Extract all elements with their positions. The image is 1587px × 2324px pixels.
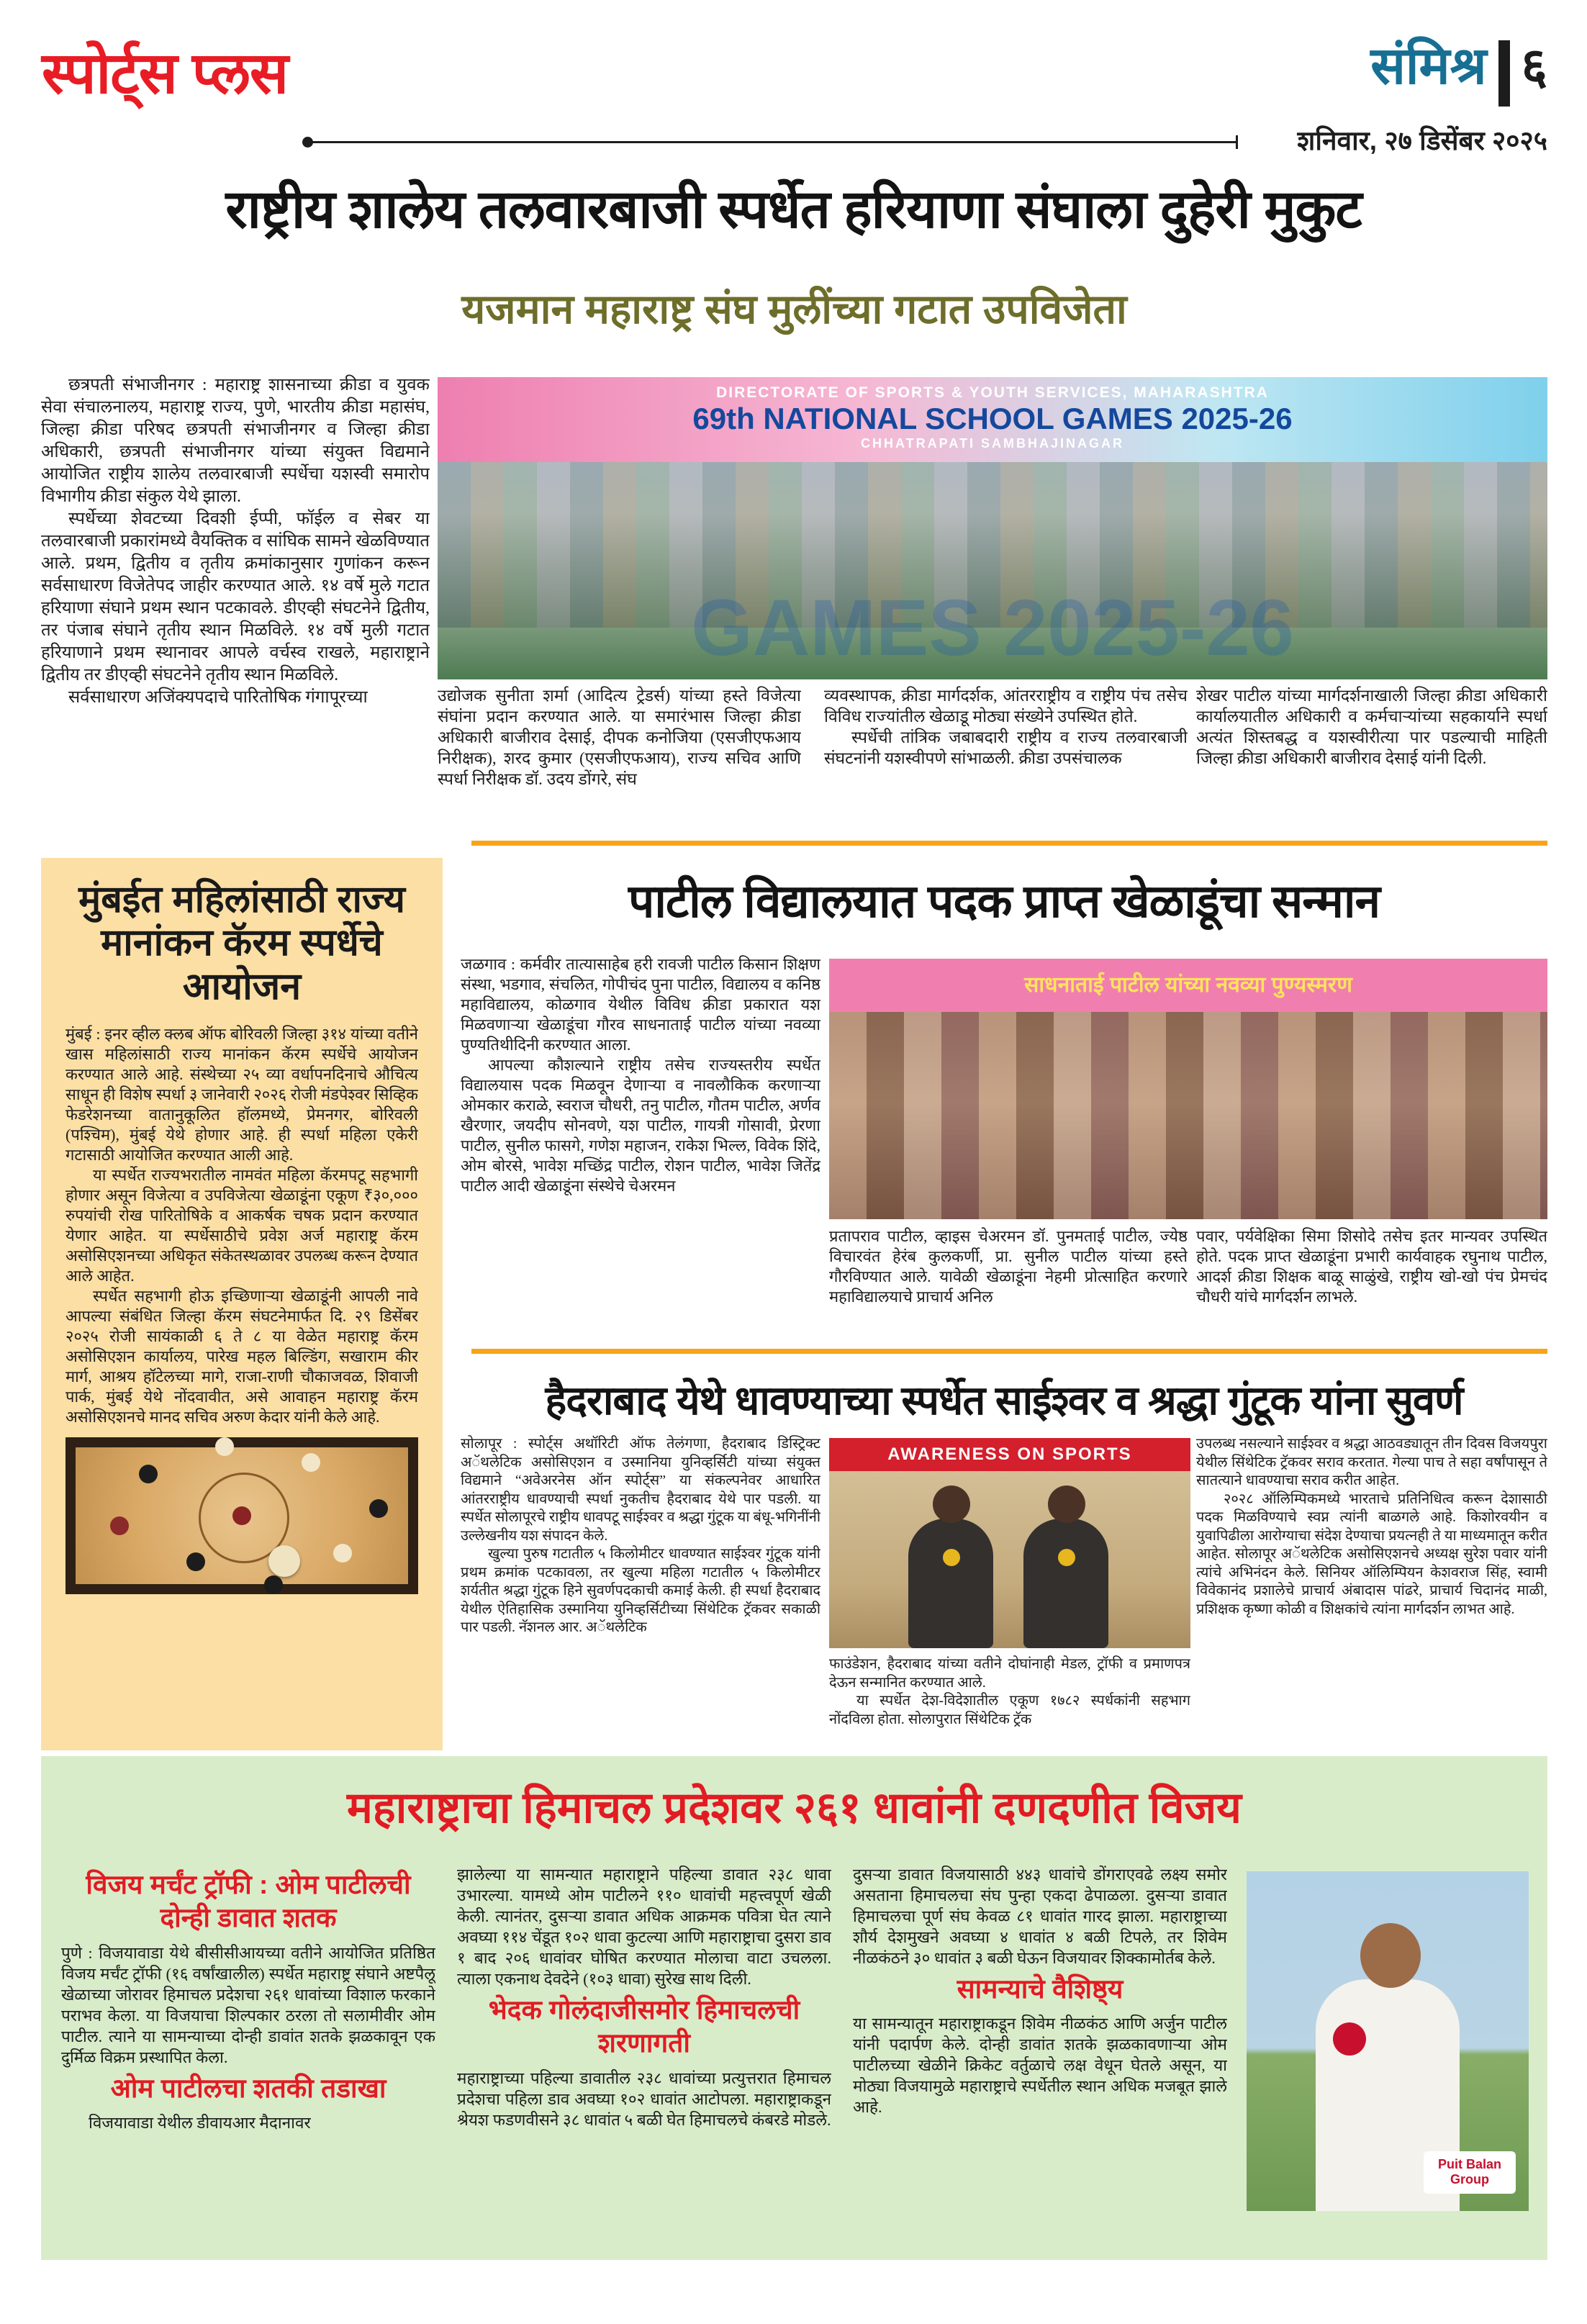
- cricket-subhead: सामन्याचे वैशिष्ठ्य: [957, 1974, 1123, 2004]
- cricket-paragraph: महाराष्ट्राच्या पहिल्या डावातील २३८ धावांच्या प्रत्युत्तरात हिमाचल प्रदेशचा पहिला डाव अवघ्या १०२ धावांत आटोपला. महाराष्ट्राकडून श्रेयश फडणवीसने ३८ धावांत ५ बळी घेत हिमाचलचे कंबरडे मोडले.: [457, 2068, 831, 2129]
- jersey-logo-text: Puit Balan Group: [1424, 2151, 1516, 2194]
- run-paragraph: फाउंडेशन, हैदराबाद यांच्या वतीने दोघांनाही मेडल, ट्रॉफी व प्रमाणपत्र देऊन सन्मानित करण्यात आले.: [829, 1656, 1190, 1691]
- run-paragraph: उपलब्ध नसल्याने साईश्वर व श्रद्धा आठवड्यातून तीन दिवस विजयपुरा येथील सिंथेटिक ट्रॅकवर सराव करतात. गेल्या पाच ते सहा वर्षांपासून ते सातत्याने धावण्याचा सराव करीत आहेत.: [1196, 1436, 1547, 1488]
- carrom-striker: [268, 1545, 300, 1577]
- lead-column-3: [824, 685, 1188, 838]
- masthead-right: [1370, 37, 1547, 107]
- carrom-headline: मुंबईत महिलांसाठी राज्य मानांकन कॅरम स्पर्धेचे आयोजन: [78, 879, 405, 1008]
- run-paragraph: खुल्या पुरुष गटातील ५ किलोमीटर धावण्यात साईश्वर गुंटूक यांनी प्रथम क्रमांक पटकावला, तर खुल्या महिला गटातील ५ किलोमीटर शर्यतीत श्रद्धा गुंटूक हिने सुवर्णपदकाची कमाई केली. ही स्पर्धा हैदराबाद येथील ऐतिहासिक उस्मानिया युनिव्हर्सिटीच्या सिंथेटिक ट्रॅकवर सकाळी पार पडली. नॅशनल आर. अॅथलेटिक: [461, 1546, 820, 1635]
- patil-paragraph: आपल्या कौशल्याने राष्ट्रीय तसेच राज्यस्तरीय स्पर्धेत विद्यालयास पदक मिळवून देणाऱ्या व नावलौकिक करणाऱ्या ओमकार कराळे, स्वराज चौधरी, तनु पाटील, गौतम पाटील, अर्णव खैरणार, जयदीप सोनवणे, यश पाटील, गायत्री गोसावी, प्रेरणा पाटील, सुनील फासगे, गणेश महाजन, राकेश भिल्ल, विवेक शिंदे, ओम बोरसे, भावेश मच्छिंद्र पाटील, रोशन पाटील, भावेश जितेंद्र पाटील आदी खेळाडूंना संस्थेचे चेअरमन: [461, 1056, 820, 1195]
- patil-headline: पाटील विद्यालयात पदक प्राप्त खेळाडूंचा सन्मान: [628, 875, 1380, 927]
- fencing-award-ceremony-photo: [438, 377, 1547, 679]
- carrom-body: [65, 1024, 418, 1427]
- lead-subheadline: यजमान महाराष्ट्र संघ मुलींच्या गटात उपविजेता: [461, 286, 1127, 333]
- photo-banner-text: AWARENESS ON SPORTS: [829, 1438, 1190, 1471]
- lead-paragraph: छत्रपती संभाजीनगर : महाराष्ट्र शासनाच्या क्रीडा व युवक सेवा संचालनालय, महाराष्ट्र राज्य, पुणे, भारतीय क्रीडा महासंघ, जिल्हा क्रीडा परिषद छत्रपती संभाजीनगर व जिल्हा क्रीडा अधिकारी, छत्रपती संभाजीनगर यांच्या संयुक्त विद्यमाने आयोजित राष्ट्रीय शालेय तलवारबाजी स्पर्धेचा यशस्वी समारोप विभागीय क्रीडा संकुल येथे झाला.: [41, 376, 430, 506]
- cricketer-head: [1360, 1923, 1421, 1988]
- lead-headline: राष्ट्रीय शालेय तलवारबाजी स्पर्धेत हरियाणा संघाला दुहेरी मुकुट: [225, 179, 1362, 239]
- patil-column-3: [1196, 1226, 1547, 1344]
- carrom-paragraph: स्पर्धेत सहभागी होऊ इच्छिणाऱ्या खेळाडूंनी आपली नावे आपल्या संबंधित जिल्हा कॅरम संघटनेमार्फत दि. २९ डिसेंबर २०२५ रोजी सायंकाळी ६ ते ८ या वेळेत महाराष्ट्र कॅरम असोसिएशन कार्यालय, पारेख महल बिल्डिंग, सखाराम कीर मार्ग, आश्रय हॉटेलच्या मागे, राजा-राणी चौकाजवळ, शिवाजी पार्क, मुंबई येथे नोंदवावीत, असे आवाहन महाराष्ट्र कॅरम असोसिएशनचे मानद सचिव अरुण केदार यांनी केले आहे.: [65, 1286, 418, 1426]
- run-paragraph: २०२८ ऑलिम्पिकमध्ये भारताचे प्रतिनिधित्व करून देशासाठी पदक मिळविण्याचे स्वप्न त्यांनी बाळगले आहे. किशोरवयीन व युवापिढीला आरोग्याचा संदेश देण्याचा प्रयत्नही ते या माध्यमातून करीत आहेत. सोलापूर अॅथलेटिक असोसिएशनचे अध्यक्ष सुरेश पवार यांनी त्यांचे अभिनंदन केले. सिनियर ऑलिम्पियन केशवराज सिंह, स्वामी विवेकानंद प्रशालेचे प्राचार्य अंबादास पांढरे, प्राचार्य चिदानंद माळी, प्रशिक्षक कृष्णा कोळी व शिक्षकांचे त्यांना मार्गदर्शन लाभत आहे.: [1196, 1491, 1547, 1617]
- lead-paragraph: व्यवस्थापक, क्रीडा मार्गदर्शक, आंतरराष्ट्रीय व राष्ट्रीय पंच तसेच विविध राज्यांतील खेळाडू मोठ्या संख्येने उपस्थित होते.: [824, 687, 1188, 725]
- section-divider: [471, 1349, 1547, 1354]
- masthead-bar: [1498, 40, 1510, 107]
- cricket-column-1: [61, 1864, 435, 2256]
- runner-silhouette: [1023, 1519, 1108, 1648]
- lead-paragraph: स्पर्धेची तांत्रिक जबाबदारी राष्ट्रीय व राज्य तलवारबाजी संघटनांनी यशस्वीपणे सांभाळली. क्रीडा उपसंचालक: [824, 728, 1188, 767]
- lead-paragraph: शेखर पाटील यांच्या मार्गदर्शनाखाली जिल्हा क्रीडा अधिकारी कार्यालयातील अधिकारी व कर्मचाऱ्यांच्या सहकार्याने स्पर्धा अत्यंत शिस्तबद्ध व यशस्वीरीत्या पार पडल्याची माहिती जिल्हा क्रीडा अधिकारी बाजीराव देसाई यांनी दिली.: [1196, 687, 1547, 767]
- photo-banner-line2: 69th NATIONAL SCHOOL GAMES 2025-26: [692, 402, 1293, 435]
- cricket-subhead: विजय मर्चंट ट्रॉफी : ओम पाटीलची दोन्ही डावात शतक: [86, 1870, 411, 1933]
- patil-paragraph: जळगाव : कर्मवीर तात्यासाहेब हरी रावजी पाटील किसान शिक्षण संस्था, भडगाव, संचलित, गोपीचंद पुना पाटील, विद्यालय व कनिष्ठ महाविद्यालय, कोळगाव येथील विविध क्रीडा प्रकारात यश मिळवणाऱ्या खेळाडूंचा गौरव साधनाताई पाटील यांच्या नवव्या पुण्यतिथीदिनी करण्यात आला.: [461, 955, 820, 1054]
- carrom-coins: [232, 1506, 251, 1525]
- carrom-board: [76, 1447, 408, 1584]
- carrom-paragraph: मुंबई : इनर व्हील क्लब ऑफ बोरिवली जिल्हा ३१४ यांच्या वतीने खास महिलांसाठी राज्य मानांकन कॅरम स्पर्धेचे आयोजन करण्यात आले आहे. संस्थेच्या २५ व्या वर्धापनदिनाचे औचित्य साधून ही विशेष स्पर्धा ३ जानेवारी २०२६ रोजी मंडपेश्वर सिव्हिक फेडरेशनच्या वातानुकूलित हॉलमध्ये, प्रेमनगर, बोरिवली (पश्चिम), मुंबई येथे होणार आहे. ही स्पर्धा महिला एकेरी गटासाठी आयोजित करण्यात आली आहे.: [65, 1024, 418, 1164]
- cricket-section: [41, 1756, 1547, 2260]
- header-divider: [308, 141, 1238, 143]
- lead-column-1: [41, 374, 430, 851]
- cricket-ball: [1333, 2022, 1366, 2056]
- cricket-column-2: [457, 1864, 831, 2256]
- cricket-paragraph: विजयावाडा येथील डीवायआर मैदानावर: [89, 2113, 311, 2132]
- photo-watermark-text: GAMES 2025-26: [691, 584, 1294, 672]
- run-column-2: [829, 1655, 1190, 1750]
- lead-paragraph: उद्योजक सुनीता शर्मा (आदित्य ट्रेडर्स) यांच्या हस्ते विजेत्या संघांना प्रदान करण्यात आले. या समारंभास जिल्हा क्रीडा अधिकारी बाजीराव देसाई, दीपक कनोजिया (एसजीएफआय निरीक्षक), शरद कुमार (एसजीएफआय), राज्य सचिव आणि स्पर्धा निरीक्षक डॉ. उदय डोंगरे, संघ: [438, 687, 801, 788]
- photo-banner-text: साधनाताई पाटील यांच्या नवव्या पुण्यस्मरण: [829, 959, 1547, 1012]
- patil-column-2: [829, 1226, 1188, 1344]
- section-name: संमिश्र: [1370, 37, 1487, 95]
- lead-column-4: [1196, 685, 1547, 838]
- carrom-board-photo: [65, 1437, 418, 1594]
- lead-paragraph: सर्वसाधारण अजिंक्यपदाचे पारितोषिक गंगापूरच्या: [68, 688, 368, 707]
- cricket-subhead: भेदक गोलंदाजीसमोर हिमाचलची शरणागती: [488, 1995, 800, 2058]
- photo-banner: [438, 377, 1547, 462]
- cricket-column-3: [853, 1864, 1227, 2256]
- carrom-paragraph: या स्पर्धेत राज्यभरातील नामवंत महिला कॅरमपटू सहभागी होणार असून विजेत्या व उपविजेत्या खेळाडूंना एकूण ₹३०,००० रुपयांची रोख पारितोषिके व आकर्षक चषक प्रदान करण्यात येणार आहेत. या स्पर्धेसाठीचे प्रवेश अर्ज महाराष्ट्र कॅरम असोसिएशनच्या अधिकृत संकेतस्थळावर उपलब्ध करून देण्यात आले आहेत.: [65, 1165, 418, 1285]
- section-divider: [471, 841, 1547, 846]
- cricket-paragraph: पुणे : विजयावाडा येथे बीसीसीआयच्या वतीने आयोजित प्रतिष्ठित विजय मर्चंट ट्रॉफी (१६ वर्षांखालील) स्पर्धेत महाराष्ट्र संघाने अष्टपैलू खेळाच्या जोरावर हिमाचल प्रदेशचा २६१ धावांच्या विशाल फरकाने पराभव केला. या विजयाचा शिल्पकार ठरला तो सलामीवीर ओम पाटील. त्याने या सामन्याच्या दोन्ही डावांत शतके झळकावून एक दुर्मिळ विक्रम प्रस्थापित केला.: [61, 1943, 435, 2066]
- photo-crowd: [829, 1012, 1547, 1219]
- page-number: ६: [1521, 38, 1547, 94]
- cricket-subhead: ओम पाटीलचा शतकी तडाखा: [110, 2073, 386, 2103]
- cricket-paragraph: या सामन्यातून महाराष्ट्राकडून शिवेम नीळकंठ आणि अर्जुन पाटील यांनी पदार्पण केले. दोन्ही डावांत शतके झळकावणाऱ्या ओम पाटीलच्या खेळीने क्रिकेट वर्तुळाचे लक्ष वेधून घेतले असून, या मोठ्या विजयामुळे महाराष्ट्राचे स्पर्धेतील स्थान अधिक मजबूत झाले आहे.: [853, 2015, 1227, 2117]
- patil-column-1: [461, 954, 820, 1343]
- patil-felicitation-photo: [829, 959, 1547, 1219]
- lead-column-2: [438, 685, 801, 838]
- run-paragraph: सोलापूर : स्पोर्ट्स अथॉरिटी ऑफ तेलंगणा, हैदराबाद डिस्ट्रिक्ट अॅथलेटिक असोसिएशन व उस्मानिया युनिव्हर्सिटी यांच्या संयुक्त विद्यमाने “अवेअरनेस ऑन स्पोर्ट्स” या संकल्पनेवर आधारित आंतरराष्ट्रीय धावण्याची स्पर्धा नुकतीच हैदराबाद येथे पार पडली. या स्पर्धेत सोलापूरचे राष्ट्रीय धावपटू साईश्वर व श्रद्धा गुंटूक या बंधू-भगिनींनी उल्लेखनीय यश संपादन केले.: [461, 1436, 820, 1544]
- patil-paragraph: प्रतापराव पाटील, व्हाइस चेअरमन डॉ. पुनमताई पाटील, ज्येष्ठ विचारवंत हेरंब कुलकर्णी, प्रा. सुनील पाटील यांच्या हस्ते गौरविण्यात आले. यावेळी खेळाडूंना नेहमी प्रोत्साहित करणारे महाविद्यालयाचे प्राचार्य अनिल: [829, 1227, 1188, 1306]
- run-column-1: [461, 1435, 820, 1749]
- masthead-logo: स्पोर्ट्स प्लस: [42, 41, 288, 105]
- run-headline: हैदराबाद येथे धावण्याच्या स्पर्धेत साईश्वर व श्रद्धा गुंटूक यांना सुवर्ण: [545, 1378, 1463, 1423]
- cricket-paragraph: झालेल्या या सामन्यात महाराष्ट्राने पहिल्या डावात २३८ धावा उभारल्या. यामध्ये ओम पाटीलने ११० धावांची महत्त्वपूर्ण खेळी केली. त्यानंतर, दुसऱ्या डावात अधिक आक्रमक पवित्रा घेत त्याने अवघ्या ११४ चेंडूत १०२ धावा कुटल्या आणि महाराष्ट्राचा दुसरा डाव १ बाद २०६ धावांवर घोषित करण्यात मोलाचा वाटा उचलला. त्याला एकनाथ देवदेने (१०३ धावा) सुरेख साथ दिली.: [457, 1866, 831, 1988]
- lead-paragraph: स्पर्धेच्या शेवटच्या दिवशी ईप्पी, फॉईल व सेबर या तलवारबाजी प्रकारांमध्ये वैयक्तिक व सांघिक सामने खेळविण्यात आले. प्रथम, द्वितीय व तृतीय क्रमांकानुसार गुणांकन करून सर्वसाधारण विजेतेपद जाहीर करण्यात आले. १४ वर्षे मुले गटात हरियाणा संघाने प्रथम स्थान पटकावले. डीएव्ही संघटनेने द्वितीय, तर पंजाब संघाने तृतीय स्थान मिळविले. १४ वर्षे मुली गटात हरियाणाने प्रथम स्थानावर आपले वर्चस्व राखले, महाराष्ट्राने द्वितीय तर डीएव्ही संघटनेने तृतीय स्थान मिळविले.: [41, 510, 430, 684]
- cricket-headline: महाराष्ट्राचा हिमाचल प्रदेशवर २६१ धावांनी दणदणीत विजय: [347, 1783, 1242, 1832]
- runners-medal-photo: [829, 1438, 1190, 1648]
- patil-paragraph: पवार, पर्यवेक्षिका सिमा शिसोदे तसेच इतर मान्यवर उपस्थित होते. पदक प्राप्त खेळाडूंना प्रभारी कार्यवाहक रघुनाथ पाटील, आदर्श क्रीडा शिक्षक बाळू साळुंखे, राष्ट्रीय खो-खो पंच प्रेमचंद चौधरी यांचे मार्गदर्शन लाभले.: [1196, 1227, 1547, 1306]
- runner-silhouette: [908, 1519, 993, 1648]
- run-column-3: [1196, 1435, 1547, 1749]
- cricketer-photo: [1247, 1871, 1529, 2211]
- carrom-article-box: [41, 858, 443, 1750]
- photo-banner-line3: CHHATRAPATI SAMBHAJINAGAR: [861, 436, 1124, 451]
- edition-date: शनिवार, २७ डिसेंबर २०२५: [1297, 126, 1547, 155]
- cricket-paragraph: दुसऱ्या डावात विजयासाठी ४४३ धावांचे डोंगराएवढे लक्ष्य समोर असताना हिमाचलचा संघ पुन्हा एकदा ढेपाळला. दुसऱ्या डावात हिमाचलचा पूर्ण संघ केवळ ८१ धावांत गारद झाला. महाराष्ट्राच्या शौर्य देशमुखने अवघ्या ४ धावांत ४ बळी टिपले, तर शिवेम नीळकंठने ३० धावांत ३ बळी घेऊन विजयावर शिक्कामोर्तब केले.: [853, 1866, 1227, 1967]
- photo-banner-line1: DIRECTORATE OF SPORTS & YOUTH SERVICES, MAHARASHTRA: [716, 384, 1269, 401]
- run-paragraph: या स्पर्धेत देश-विदेशातील एकूण १७८२ स्पर्धकांनी सहभाग नोंदविला होता. सोलापुरात सिंथेटिक ट्रॅक: [829, 1693, 1190, 1727]
